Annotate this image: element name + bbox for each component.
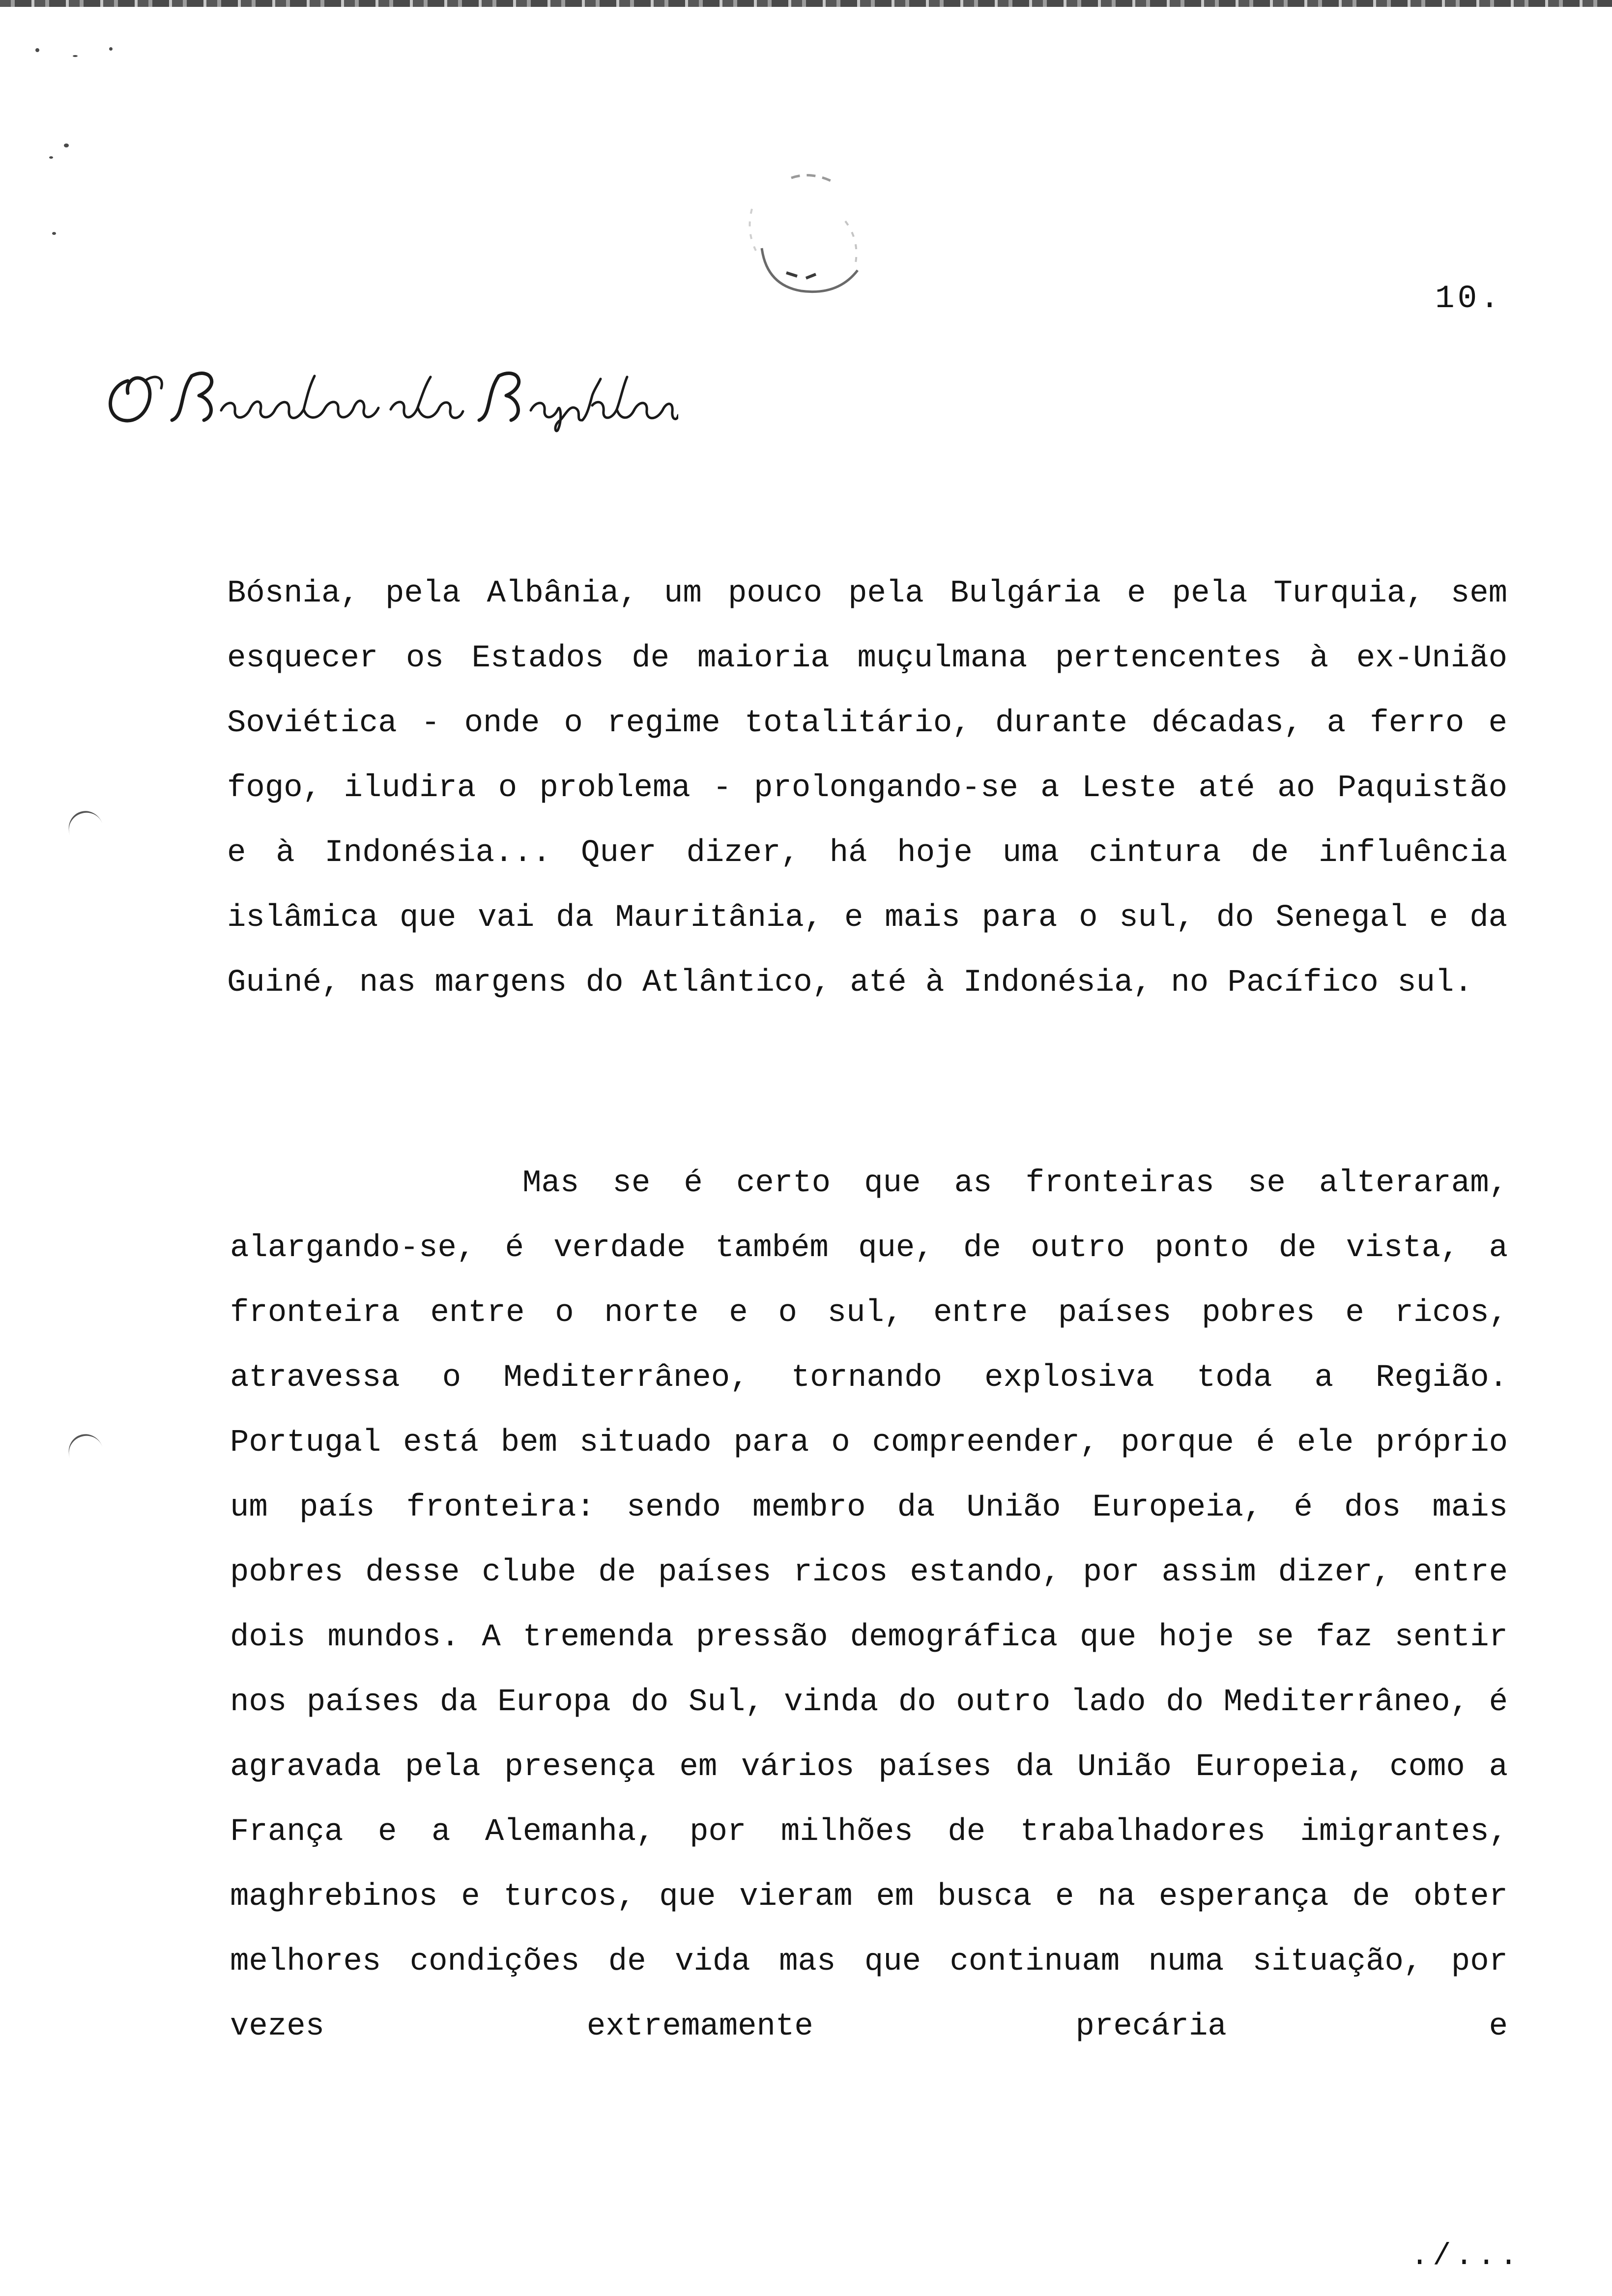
scan-speck	[35, 48, 39, 52]
faint-stamp-mark	[732, 162, 880, 315]
punch-hole-mark	[63, 806, 108, 852]
body-paragraph-2: Mas se é certo que as fronteiras se alteraram, alargando-se, é verdade também que, de outro ponto de vista, a fronteira entre o norte e o sul, entre países pobres e ricos, atravessa o Mediterrâneo, tornando explosiva toda a Região. Portugal está bem situado para o compreender, porque é ele próprio um país fronteira: sendo membro da União Europeia, é dos mais pobres desse clube de países ricos estando, por assim dizer, entre dois mundos. A tremenda pressão demográfica que hoje se faz sentir nos países da Europa do Sul, vinda do outro lado do Mediterrâneo, é agravada pela presença em vários países da União Europeia, como a França e a Alemanha, por milhões de trabalhadores imigrantes, maghrebinos e turcos, que vieram em busca e na esperança de obter melhores condições de vida mas que continuam numa situação, por vezes extremamente precária e	[230, 1166, 1508, 2044]
punch-hole-mark	[63, 1429, 108, 1475]
letterhead-signature-logo	[98, 346, 678, 435]
scan-speck	[52, 232, 56, 235]
body-paragraph-1: Bósnia, pela Albânia, um pouco pela Bulgária e pela Turquia, sem esquecer os Estados de maioria muçulmana pertencentes à ex-União Soviética - onde o regime totalitário, durante décadas, a ferro e fogo, iludira o problema - prolongando-se a Leste até ao Paquistão e à Indonésia... Quer dizer, há hoje uma cintura de influência islâmica que vai da Mauritânia, e mais para o sul, do Senegal e da Guiné, nas margens do Atlântico, até à Indonésia, no Pacífico sul.	[227, 576, 1507, 1001]
page-number: 10.	[1435, 280, 1502, 317]
scan-top-edge	[0, 0, 1612, 7]
scan-speck	[73, 55, 78, 57]
scan-speck	[109, 47, 113, 51]
continuation-mark: ./...	[1410, 2239, 1522, 2273]
scan-speck	[49, 156, 53, 159]
scan-speck	[64, 144, 69, 147]
